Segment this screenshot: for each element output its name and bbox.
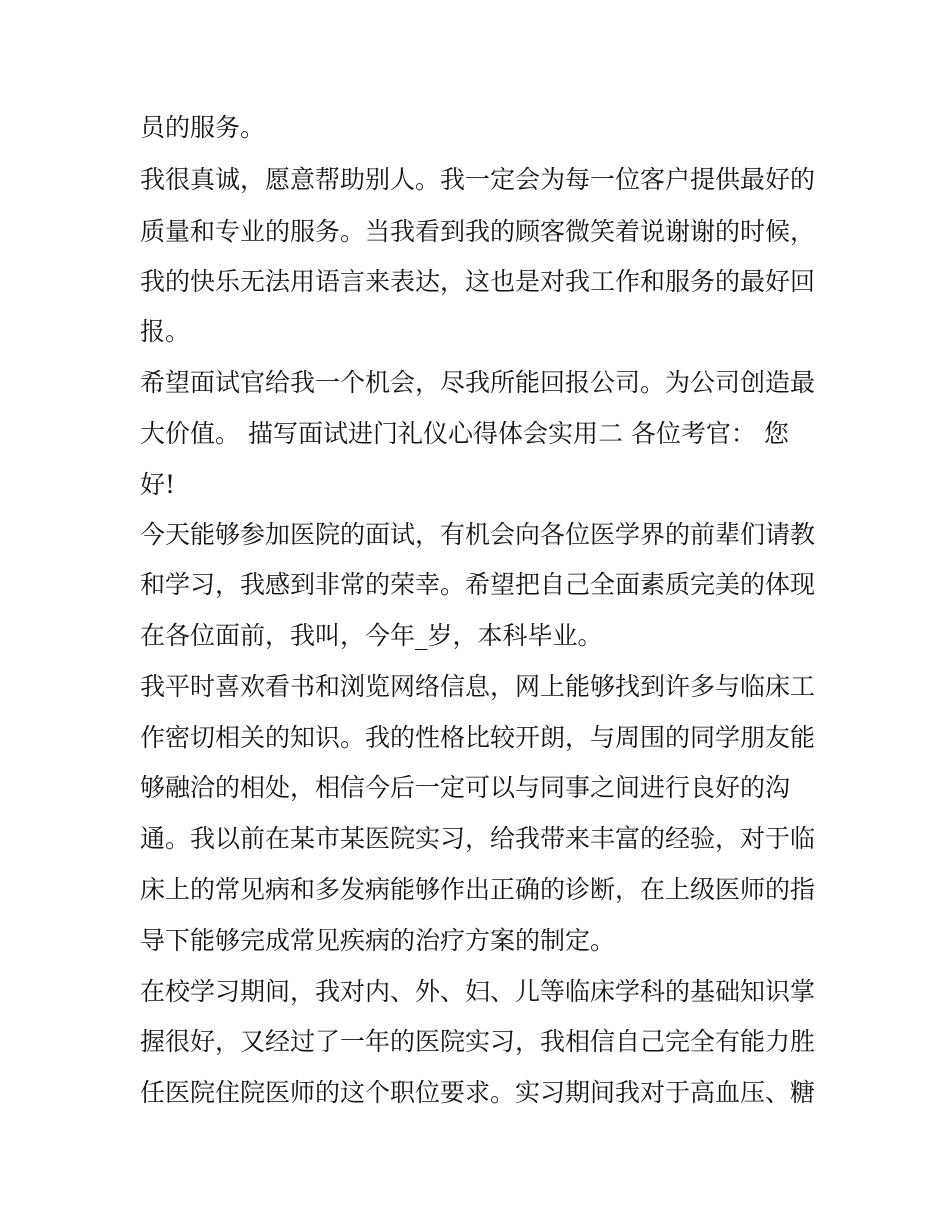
text-line: 报。	[140, 317, 191, 346]
text-line: 我的快乐无法用语言来表达，这也是对我工作和服务的最好回	[140, 267, 816, 296]
text-line: 作密切相关的知识。我的性格比较开朗，与周围的同学朋友能	[140, 723, 816, 752]
text-line: 通。我以前在某市某医院实习，给我带来丰富的经验，对于临	[140, 824, 816, 853]
text-line: 床上的常见病和多发病能够作出正确的诊断，在上级医师的指	[140, 875, 816, 904]
text-line: 在校学习期间，我对内、外、妇、儿等临床学科的基础知识掌	[140, 977, 816, 1006]
text-line: 任医院住院医师的这个职位要求。实习期间我对于高血压、糖	[140, 1078, 816, 1107]
text-line: 我平时喜欢看书和浏览网络信息，网上能够找到许多与临床工	[140, 672, 816, 701]
text-line: 今天能够参加医院的面试，有机会向各位医学界的前辈们请教	[140, 520, 816, 549]
text-line: 大价值。 描写面试进门礼仪心得体会实用二 各位考官： 您	[140, 419, 789, 448]
text-line: 质量和专业的服务。当我看到我的顾客微笑着说谢谢的时候，	[140, 217, 816, 246]
text-line: 和学习，我感到非常的荣幸。希望把自己全面素质完美的体现	[140, 570, 816, 599]
text-line: 员的服务。	[140, 113, 266, 142]
text-line: 希望面试官给我一个机会，尽我所能回报公司。为公司创造最	[140, 368, 816, 397]
text-line: 导下能够完成常见疾病的治疗方案的制定。	[140, 926, 616, 955]
text-line: 在各位面前，我叫，今年_岁，本科毕业。	[140, 621, 603, 650]
text-line: 够融洽的相处，相信今后一定可以与同事之间进行良好的沟	[140, 773, 791, 802]
text-line: 握很好，又经过了一年的医院实习，我相信自己完全有能力胜	[140, 1027, 816, 1056]
text-line: 我很真诚，愿意帮助别人。我一定会为每一位客户提供最好的	[140, 165, 816, 194]
text-line: 好!	[140, 470, 176, 499]
